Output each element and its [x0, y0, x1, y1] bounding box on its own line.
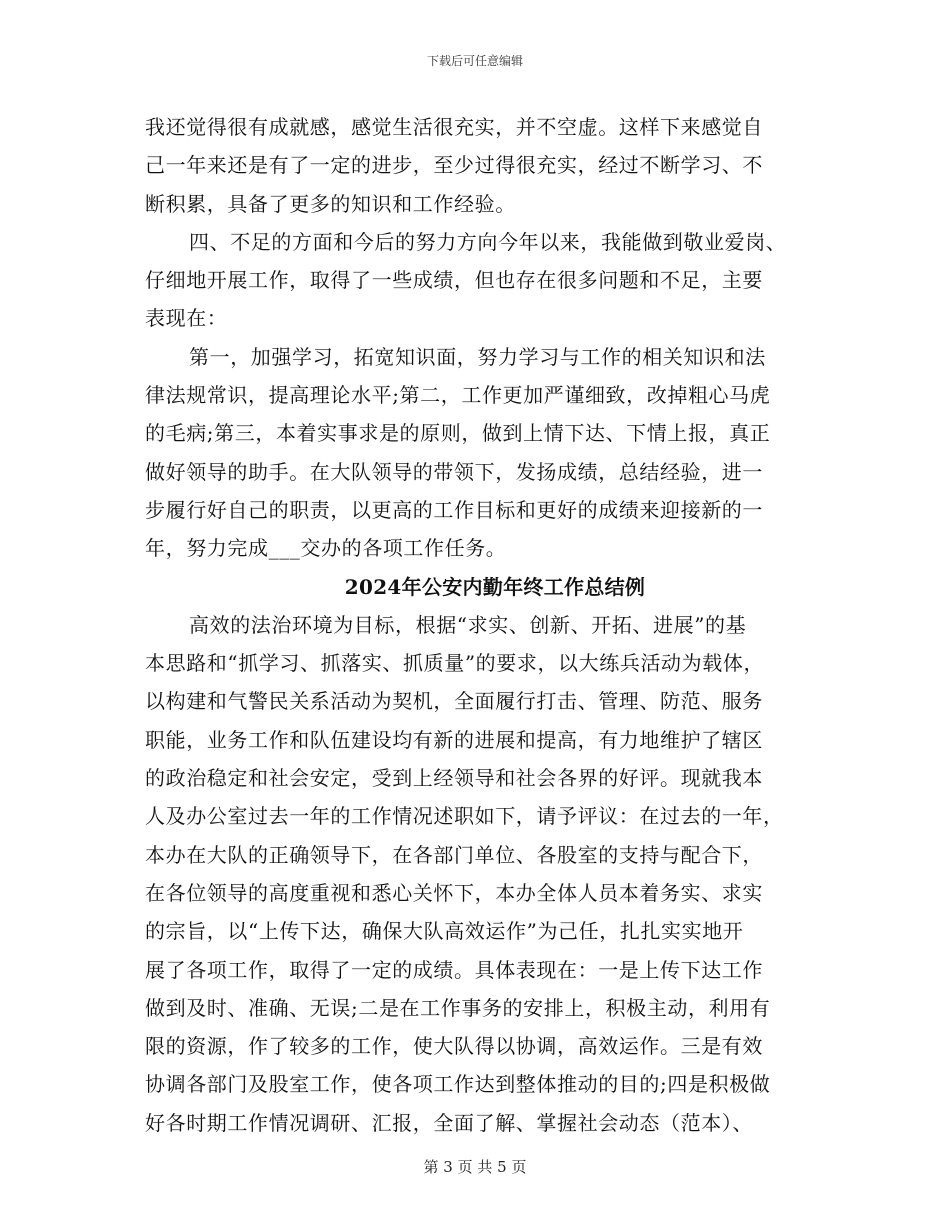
text-line: 表现在：	[145, 306, 228, 331]
paragraph-start-line: 四、不足的方面和今后的努力方向今年以来，我能做到敬业爱岗、	[189, 229, 787, 254]
text-line: 人及办公室过去一年的工作情况述职如下，请予评议：在过去的一年，	[145, 804, 784, 829]
text-line: 协调各部门及股室工作，使各项工作达到整体推动的目的;四是积极做	[145, 1072, 771, 1097]
text-line: 年，努力完成___交办的各项工作任务。	[145, 536, 507, 561]
text-line: 职能，业务工作和队伍建设均有新的进展和提高，有力地维护了辖区	[145, 727, 763, 752]
text-line: 限的资源，作了较多的工作，使大队得以协调，高效运作。三是有效	[145, 1034, 763, 1059]
text-line: 做到及时、准确、无误;二是在工作事务的安排上，积极主动，利用有	[145, 995, 771, 1020]
section-title: 2024年公安内勤年终工作总结例	[344, 574, 646, 599]
text-line: 步履行好自己的职责，以更高的工作目标和更好的成绩来迎接新的一	[145, 497, 763, 522]
text-line: 做好领导的助手。在大队领导的带领下，发扬成绩，总结经验，进一	[145, 459, 763, 484]
text-line: 的政治稳定和社会安定，受到上经领导和社会各界的好评。现就我本	[145, 766, 763, 791]
text-line: 仔细地开展工作，取得了一些成绩，但也存在很多问题和不足，主要	[145, 268, 763, 293]
paragraph-start-line: 高效的法治环境为目标，根据“求实、创新、开拓、进展”的基	[189, 612, 747, 637]
page-header: 下载后可任意编辑	[426, 54, 523, 68]
text-line: 断积累，具备了更多的知识和工作经验。	[145, 191, 516, 216]
page-number: 第 3 页 共 5 页	[423, 1158, 527, 1176]
text-line: 我还觉得很有成就感，感觉生活很充实，并不空虚。这样下来感觉自	[145, 115, 763, 139]
text-line: 己一年来还是有了一定的进步，至少过得很充实，经过不断学习、不	[145, 153, 763, 178]
text-line: 的毛病;第三，本着实事求是的原则，做到上情下达、下情上报，真正	[145, 421, 771, 446]
document-body	[145, 108, 805, 1142]
text-line: 展了各项工作，取得了一定的成绩。具体表现在：一是上传下达工作	[145, 957, 763, 982]
text-line: 在各位领导的高度重视和悉心关怀下，本办全体人员本着务实、求实	[145, 880, 763, 905]
text-line: 本思路和“抓学习、抓落实、抓质量”的要求，以大练兵活动为载体，	[145, 651, 765, 676]
text-line: 以构建和气警民关系活动为契机，全面履行打击、管理、防范、服务	[145, 689, 763, 714]
text-line: 本办在大队的正确领导下，在各部门单位、各股室的支持与配合下，	[145, 842, 763, 867]
paragraph-start-line: 第一，加强学习，拓宽知识面，努力学习与工作的相关知识和法	[189, 344, 766, 369]
text-line: 律法规常识，提高理论水平;第二，工作更加严谨细致，改掉粗心马虎	[145, 383, 771, 408]
text-line: 好各时期工作情况调研、汇报，全面了解、掌握社会动态（范本）、	[145, 1110, 753, 1135]
text-line: 的宗旨，以“上传下达，确保大队高效运作”为己任，扎扎实实地开	[145, 919, 744, 944]
